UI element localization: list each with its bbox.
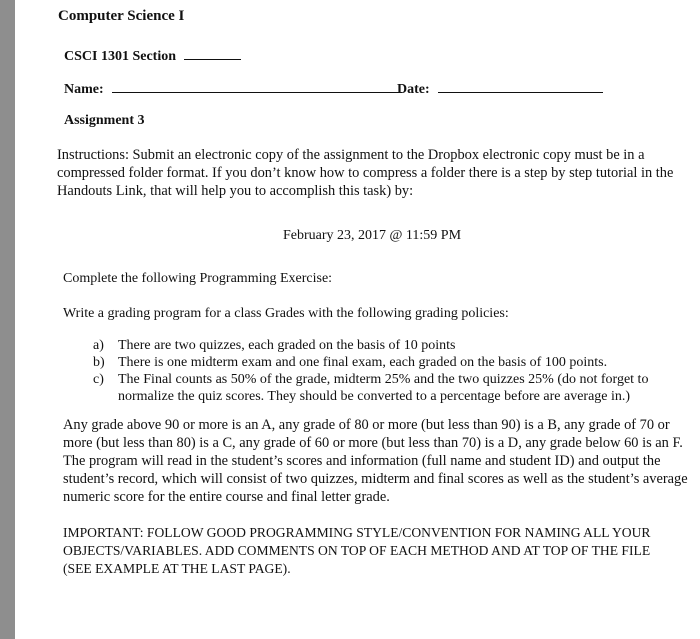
grading-policies-list bbox=[93, 337, 653, 405]
name-field bbox=[64, 80, 402, 98]
list-item bbox=[93, 354, 653, 371]
grading-rules-paragraph: Any grade above 90 or more is an A, any grade of 80 or more (but less than 90) is a B, any grade of 70 or more (but less than 80) is a C, any grade of 60 or more (but less than 70) is a D, any grade below 60 is an F. The program will read in the student’s scores and information (full name and student ID) and output the student’s record, which will consist of two quizzes, midterm and final scores as well as the student’s average numeric score for the entire course and final letter grade. bbox=[63, 417, 688, 505]
left-margin-bar bbox=[0, 0, 15, 639]
section-label: CSCI 1301 Section bbox=[64, 49, 177, 64]
list-item-text: There are two quizzes, each graded on the basis of 10 points bbox=[118, 338, 456, 353]
list-item-text: The Final counts as 50% of the grade, midterm 25% and the two quizzes 25% (do not forget to normalize the quiz scores. They should be converted to a percentage before are average in.) bbox=[118, 372, 649, 404]
due-date: February 23, 2017 @ 11:59 PM bbox=[283, 228, 462, 243]
list-marker: b) bbox=[93, 355, 105, 370]
date-field bbox=[397, 80, 603, 98]
list-marker: a) bbox=[93, 338, 104, 353]
important-note: IMPORTANT: FOLLOW GOOD PROGRAMMING STYLE/CONVENTION FOR NAMING ALL YOUR OBJECTS/VARIABLES. ADD COMMENTS ON TOP OF EACH METHOD AND AT TOP OF THE FILE (SEE EXAMPLE AT THE LAST PAGE). bbox=[63, 525, 651, 576]
task-intro: Write a grading program for a class Grades with the following grading policies: bbox=[63, 306, 509, 321]
list-item bbox=[93, 371, 653, 405]
instructions-paragraph: Instructions: Submit an electronic copy of the assignment to the Dropbox electronic copy must be in a compressed folder format. If you don’t know how to compress a folder there is a step by step tutorial in the Handouts Link, that will help you to accomplish this task) by: bbox=[57, 147, 674, 199]
list-item-text: There is one midterm exam and one final exam, each graded on the basis of 100 points. bbox=[118, 355, 608, 370]
section-field bbox=[64, 47, 241, 65]
document-page bbox=[15, 0, 700, 639]
date-label: Date: bbox=[397, 82, 430, 97]
date-blank-line bbox=[438, 80, 603, 93]
assignment-title: Assignment 3 bbox=[64, 113, 145, 128]
exercise-intro: Complete the following Programming Exercise: bbox=[63, 271, 333, 286]
section-blank-line bbox=[184, 47, 241, 60]
list-item bbox=[93, 337, 653, 354]
name-label: Name: bbox=[64, 82, 104, 97]
course-title: Computer Science I bbox=[58, 8, 185, 24]
name-blank-line bbox=[112, 80, 402, 93]
list-marker: c) bbox=[93, 372, 104, 387]
